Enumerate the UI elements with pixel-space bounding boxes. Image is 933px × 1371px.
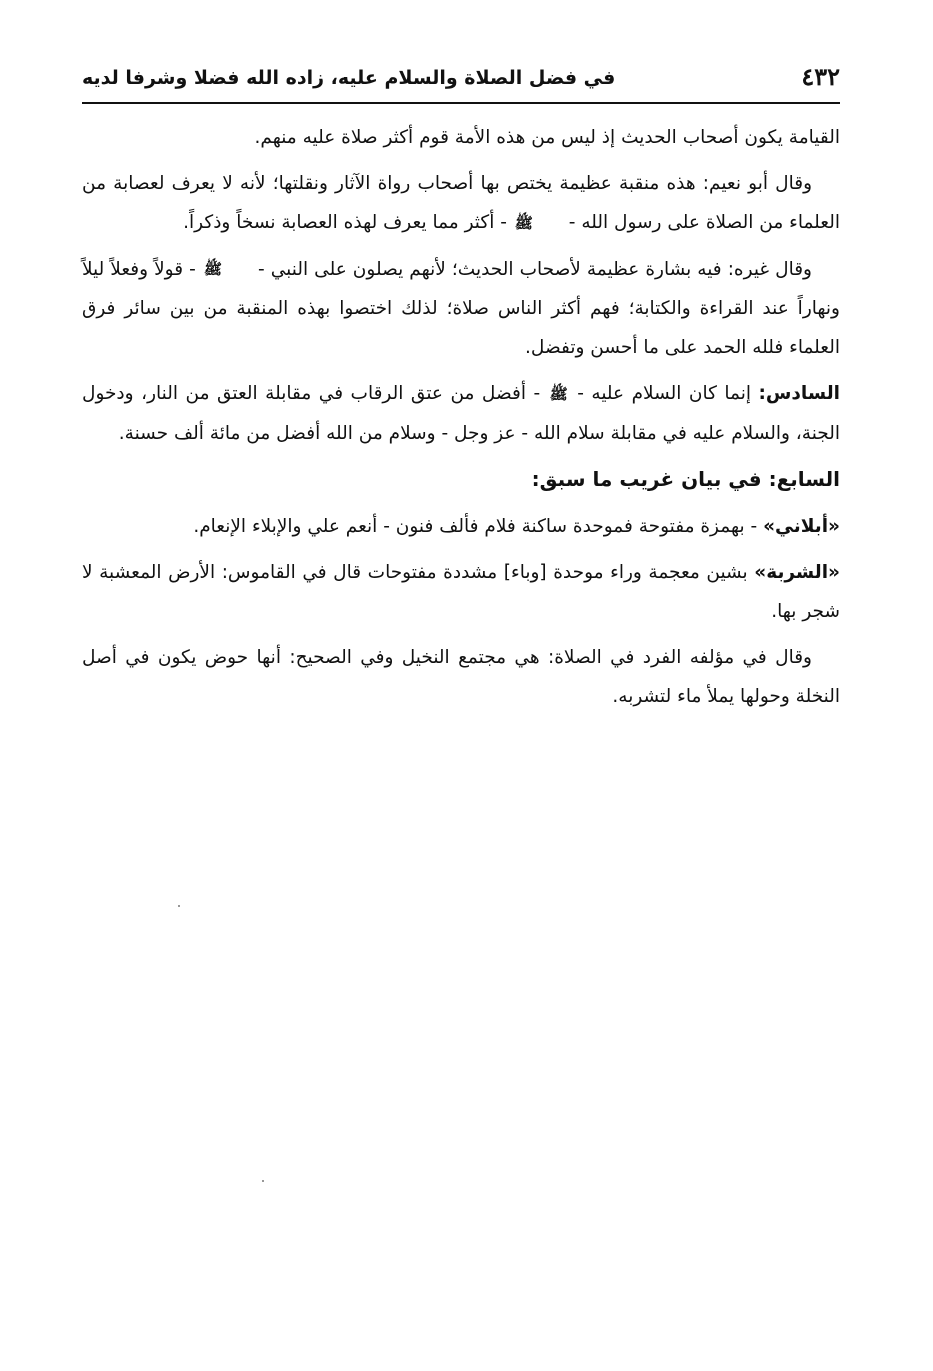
glossary-definition: بشين معجمة وراء موحدة [وباء] مشددة مفتوحات قال في القاموس: الأرض المعشبة لا شجر بها. <box>82 561 840 622</box>
paragraph-text: وقال أبو نعيم: هذه منقبة عظيمة يختص بها أصحاب رواة الآثار ونقلتها؛ لأنه لا يعرف لعصابة من العلماء من الصلاة على رسول الله - <box>82 173 840 233</box>
salawat-honorific: ﷺ <box>549 384 568 403</box>
paragraph-text: إنما كان السلام عليه - <box>577 383 751 404</box>
section-heading: السابع: في بيان غريب ما سبق: <box>531 466 840 491</box>
main-text <box>82 118 840 723</box>
glossary-entry-ablani <box>82 507 840 546</box>
scan-speck <box>178 905 180 907</box>
paragraph-abu-nuaym <box>82 164 840 243</box>
paragraph-text: القيامة يكون أصحاب الحديث إذ ليس من هذه الأمة قوم أكثر صلاة عليه منهم. <box>254 127 840 148</box>
glossary-term: «أبلاني» <box>763 515 840 537</box>
paragraph-text: وقال في مؤلفه الفرد في الصلاة: هي مجتمع النخيل وفي الصحيح: أنها حوض يكون في أصل النخلة وحولها يملأ ماء لتشربه. <box>82 646 840 707</box>
section-label-sixth: السادس: <box>758 383 840 404</box>
glossary-term: «الشربة» <box>754 561 840 583</box>
salawat-honorific: ﷺ <box>203 260 222 278</box>
paragraph-text: وقال غيره: فيه بشارة عظيمة لأصحاب الحديث؛ لأنهم يصلون على النبي - <box>258 258 812 280</box>
page-header <box>82 62 840 102</box>
paragraph-text: - قولاً وفعلاً ليلاً ونهاراً عند القراءة والكتابة؛ فهم أكثر الناس صلاة؛ لذلك اختصوا بهذه المنقبة من بين سائر فرق العلماء فلله الحمد على ما أحسن وتفضل. <box>82 258 840 358</box>
glossary-entry-sharaba <box>82 553 840 631</box>
glossary-definition: - بهمزة مفتوحة فموحدة ساكنة فلام فألف فنون - أنعم علي والإبلاء الإنعام. <box>193 515 758 537</box>
paragraph-final <box>82 638 840 716</box>
header-divider <box>82 102 840 104</box>
paragraph-continuation <box>82 118 840 157</box>
paragraph-text: - أفضل من عتق الرقاب في مقابلة العتق من النار، ودخول الجنة، والسلام عليه في مقابلة سلام الله - عز وجل - وسلام من الله أفضل من مائة ألف حسنة. <box>82 383 840 444</box>
page-number: ٤٣٢ <box>801 62 840 91</box>
section-heading-seventh <box>82 460 840 500</box>
scan-speck <box>262 1180 264 1182</box>
running-title: في فضل الصلاة والسلام عليه، زاده الله فضلا وشرفا لديه <box>82 67 616 89</box>
salawat-honorific: ﷺ <box>514 213 533 232</box>
paragraph-other-scholar <box>82 250 840 368</box>
paragraph-sixth <box>82 374 840 453</box>
paragraph-text: - أكثر مما يعرف لهذه العصابة نسخاً وذكراً. <box>183 212 507 233</box>
